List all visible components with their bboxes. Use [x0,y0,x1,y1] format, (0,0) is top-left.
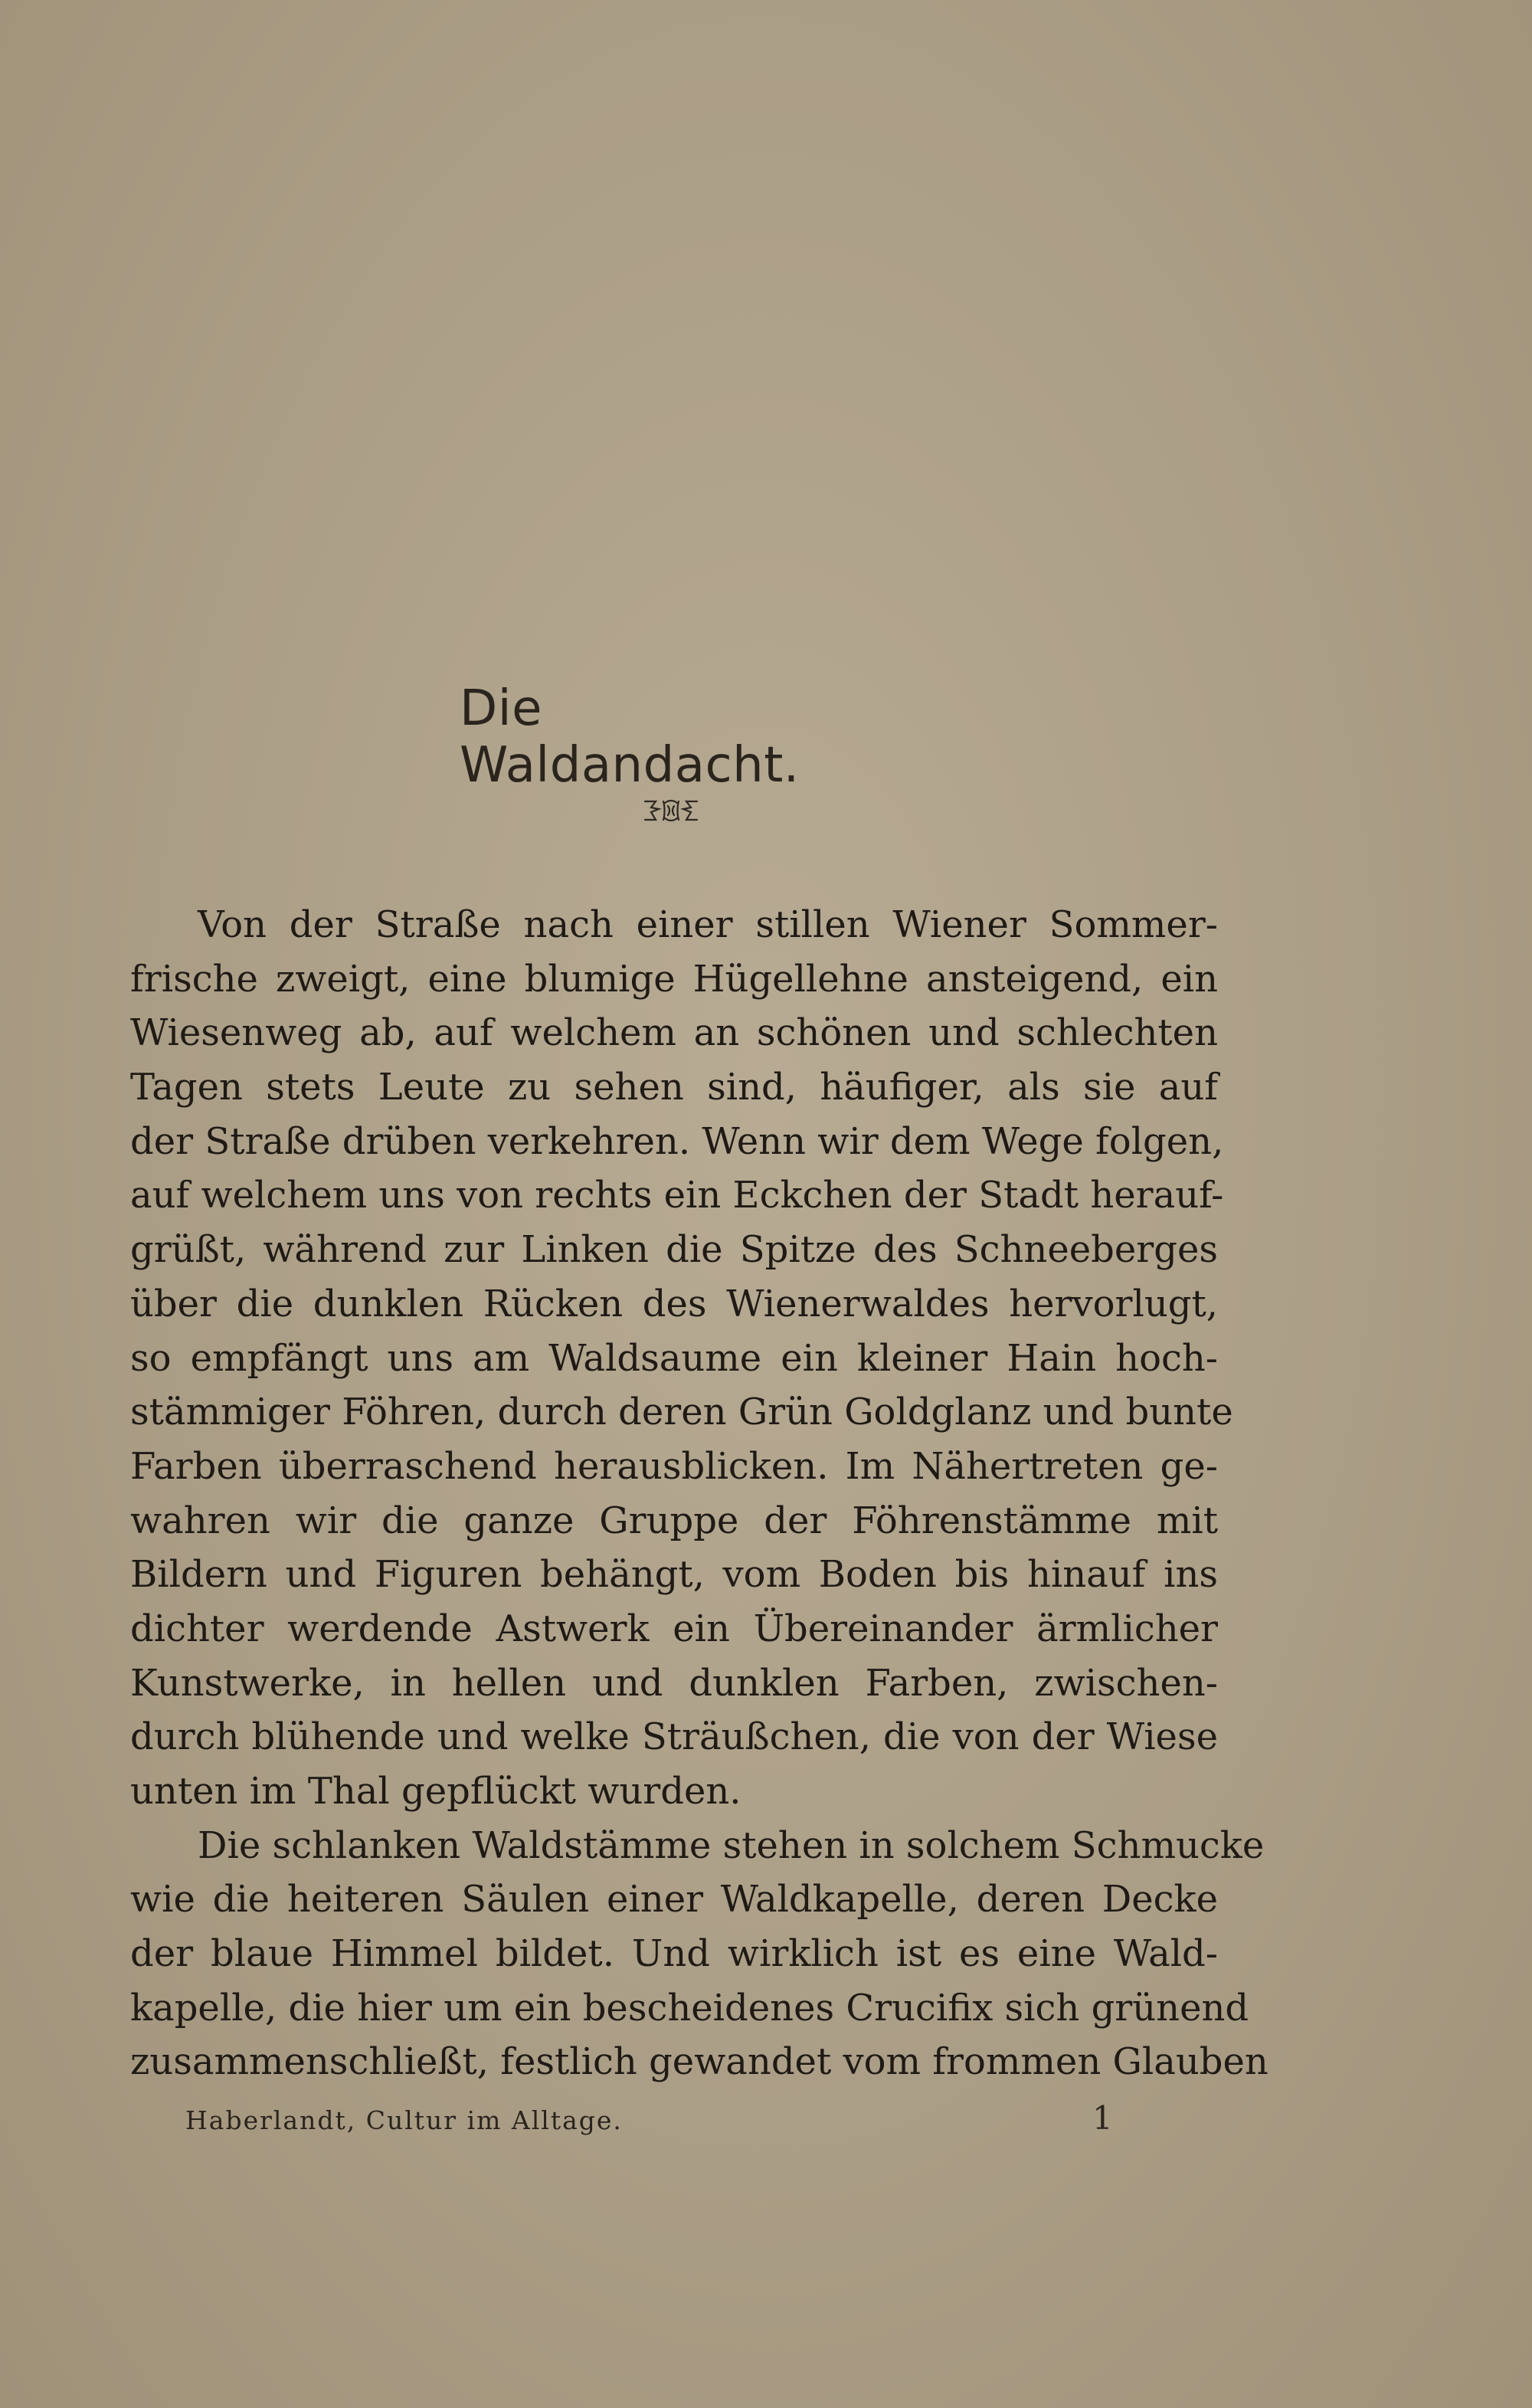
text-line: Die schlanken Waldstämme stehen in solchem Schmucke [198,1823,1265,1867]
page-footer [185,2099,1120,2145]
text-line: kapelle, die hier um ein bescheidenes Crucifix sich grünend [130,1986,1249,2030]
text-line: der blaue Himmel bildet. Und wirklich ist es eine Wald- [130,1932,1218,1976]
text-line: Tagen stets Leute zu sehen sind, häufiger, als sie auf [130,1066,1218,1109]
text-line: Bildern und Figuren behängt, vom Boden bis hinauf ins [130,1553,1218,1597]
text-line: auf welchem uns von rechts ein Eckchen der Stadt herauf- [130,1174,1224,1217]
text-line: der Straße drüben verkehren. Wenn wir dem Wege folgen, [130,1119,1224,1163]
sheet-number: 1 [1092,2099,1113,2137]
text-line: wahren wir die ganze Gruppe der Föhrenstämme mit [130,1499,1218,1542]
body-text [130,898,1268,2089]
text-line: so empfängt uns am Waldsaume ein kleiner Hain hoch- [130,1336,1218,1380]
chapter-title: Die Waldandacht. [460,680,800,794]
ornament-vignette-icon [642,795,700,826]
text-line: durch blühende und welke Sträußchen, die von der Wiese [130,1715,1218,1759]
text-line: Kunstwerke, in hellen und dunklen Farben, zwischen- [130,1661,1218,1705]
text-line: Von der Straße nach einer stillen Wiener Sommer- [198,903,1218,946]
text-line: zusammenschließt, festlich gewandet vom frommen Glauben [130,2040,1268,2084]
text-line: Farben überraschend herausblicken. Im Nähertreten ge- [130,1444,1218,1488]
text-line: Wiesenweg ab, auf welchem an schönen und schlechten [130,1011,1218,1055]
text-line: über die dunklen Rücken des Wienerwaldes hervorlugt, [130,1282,1218,1325]
text-line: grüßt, während zur Linken die Spitze des Schneeberges [130,1228,1218,1272]
text-line: wie die heiteren Säulen einer Waldkapelle, deren Decke [130,1878,1218,1921]
text-line: unten im Thal gepflückt wurden. [130,1770,741,1813]
text-line: dichter werdende Astwerk ein Übereinander ärmlicher [130,1607,1218,1650]
footer-signature: Haberlandt, Cultur im Alltage. [185,2105,623,2135]
text-line: frische zweigt, eine blumige Hügellehne ansteigend, ein [130,957,1218,1001]
text-line: stämmiger Föhren, durch deren Grün Goldglanz und bunte [130,1391,1233,1434]
